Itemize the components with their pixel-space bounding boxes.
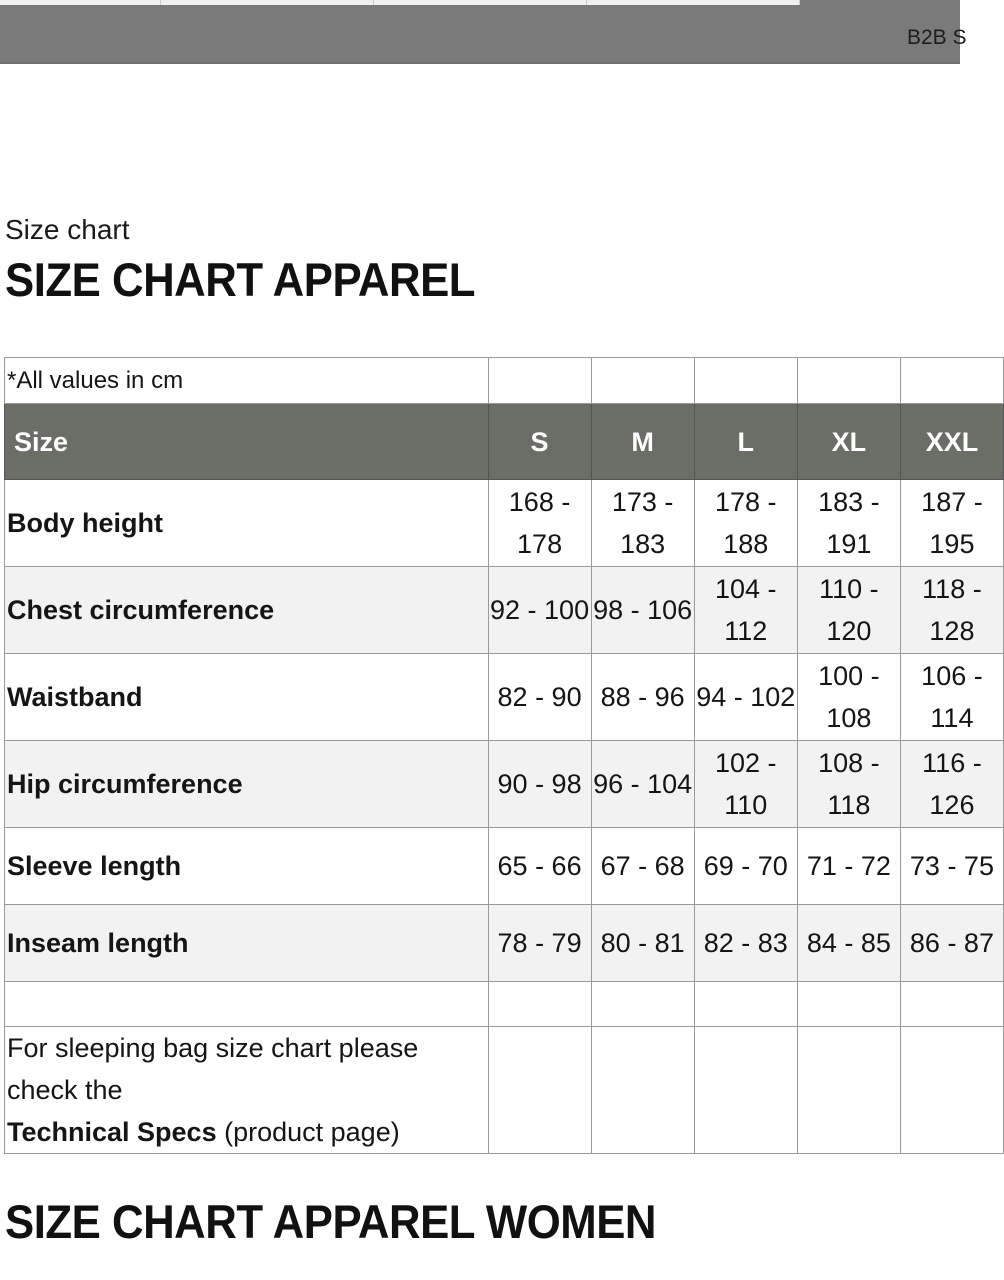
size-value-cell: 98 - 106	[591, 567, 694, 654]
note-row	[5, 358, 1004, 404]
empty-cell	[797, 1027, 900, 1154]
tab-divider	[373, 0, 374, 5]
size-value-cell: 71 - 72	[797, 828, 900, 905]
header-row	[5, 404, 1004, 480]
empty-cell	[5, 982, 489, 1027]
size-value-cell: 94 - 102	[694, 654, 797, 741]
table-row	[5, 567, 1004, 654]
size-value-cell: 73 - 75	[900, 828, 1003, 905]
column-header-xl: XL	[797, 404, 900, 480]
size-value-cell: 96 - 104	[591, 741, 694, 828]
size-value-cell: 118 - 128	[900, 567, 1003, 654]
size-value-cell: 69 - 70	[694, 828, 797, 905]
units-note: *All values in cm	[5, 358, 489, 404]
size-value-cell: 116 - 126	[900, 741, 1003, 828]
empty-cell	[900, 982, 1003, 1027]
empty-cell	[591, 1027, 694, 1154]
section-title-women: SIZE CHART APPAREL WOMEN	[5, 1195, 656, 1248]
row-label: Chest circumference	[5, 567, 489, 654]
size-value-cell: 168 - 178	[488, 480, 591, 567]
row-label: Waistband	[5, 654, 489, 741]
table-row	[5, 480, 1004, 567]
size-value-cell: 108 - 118	[797, 741, 900, 828]
empty-cell	[488, 358, 591, 404]
size-value-cell: 102 - 110	[694, 741, 797, 828]
table-row	[5, 828, 1004, 905]
column-header-s: S	[488, 404, 591, 480]
tab-divider	[799, 0, 800, 5]
empty-cell	[694, 1027, 797, 1154]
column-header-size: Size	[5, 404, 489, 480]
row-label: Inseam length	[5, 905, 489, 982]
technical-specs-suffix: (product page)	[216, 1117, 400, 1147]
size-value-cell: 90 - 98	[488, 741, 591, 828]
empty-cell	[900, 358, 1003, 404]
size-value-cell: 65 - 66	[488, 828, 591, 905]
size-value-cell: 67 - 68	[591, 828, 694, 905]
size-value-cell: 104 - 112	[694, 567, 797, 654]
empty-cell	[488, 1027, 591, 1154]
column-header-xxl: XXL	[900, 404, 1003, 480]
empty-cell	[591, 358, 694, 404]
empty-cell	[797, 982, 900, 1027]
page-title: SIZE CHART APPAREL	[5, 253, 476, 306]
size-value-cell: 88 - 96	[591, 654, 694, 741]
table-row	[5, 654, 1004, 741]
sleeping-bag-note	[5, 1027, 489, 1154]
tab-divider	[160, 0, 161, 5]
technical-specs-link[interactable]: Technical Specs	[7, 1117, 217, 1147]
size-value-cell: 183 - 191	[797, 480, 900, 567]
size-value-cell: 106 - 114	[900, 654, 1003, 741]
footer-row	[5, 1027, 1004, 1154]
row-label: Sleeve length	[5, 828, 489, 905]
sleeping-bag-note-text: For sleeping bag size chart please check the	[7, 1033, 419, 1105]
top-bar	[0, 0, 967, 64]
tab-strip	[0, 0, 800, 5]
empty-cell	[797, 358, 900, 404]
section-eyebrow: Size chart	[5, 214, 130, 245]
empty-cell	[900, 1027, 1003, 1154]
size-value-cell: 78 - 79	[488, 905, 591, 982]
size-value-cell: 187 - 195	[900, 480, 1003, 567]
size-table	[4, 357, 1004, 1154]
empty-cell	[694, 982, 797, 1027]
tab-divider	[586, 0, 587, 5]
size-value-cell: 86 - 87	[900, 905, 1003, 982]
b2b-link[interactable]: B2B S	[907, 26, 967, 49]
size-table-wrapper	[4, 357, 994, 1153]
column-header-m: M	[591, 404, 694, 480]
empty-cell	[694, 358, 797, 404]
size-value-cell: 82 - 83	[694, 905, 797, 982]
row-label: Hip circumference	[5, 741, 489, 828]
size-value-cell: 80 - 81	[591, 905, 694, 982]
size-value-cell: 100 - 108	[797, 654, 900, 741]
empty-cell	[591, 982, 694, 1027]
size-value-cell: 110 - 120	[797, 567, 900, 654]
size-value-cell: 173 - 183	[591, 480, 694, 567]
size-value-cell: 84 - 85	[797, 905, 900, 982]
table-row	[5, 741, 1004, 828]
size-value-cell: 82 - 90	[488, 654, 591, 741]
column-header-l: L	[694, 404, 797, 480]
table-row	[5, 905, 1004, 982]
empty-cell	[488, 982, 591, 1027]
size-value-cell: 92 - 100	[488, 567, 591, 654]
spacer-row	[5, 982, 1004, 1027]
row-label: Body height	[5, 480, 489, 567]
size-value-cell: 178 - 188	[694, 480, 797, 567]
